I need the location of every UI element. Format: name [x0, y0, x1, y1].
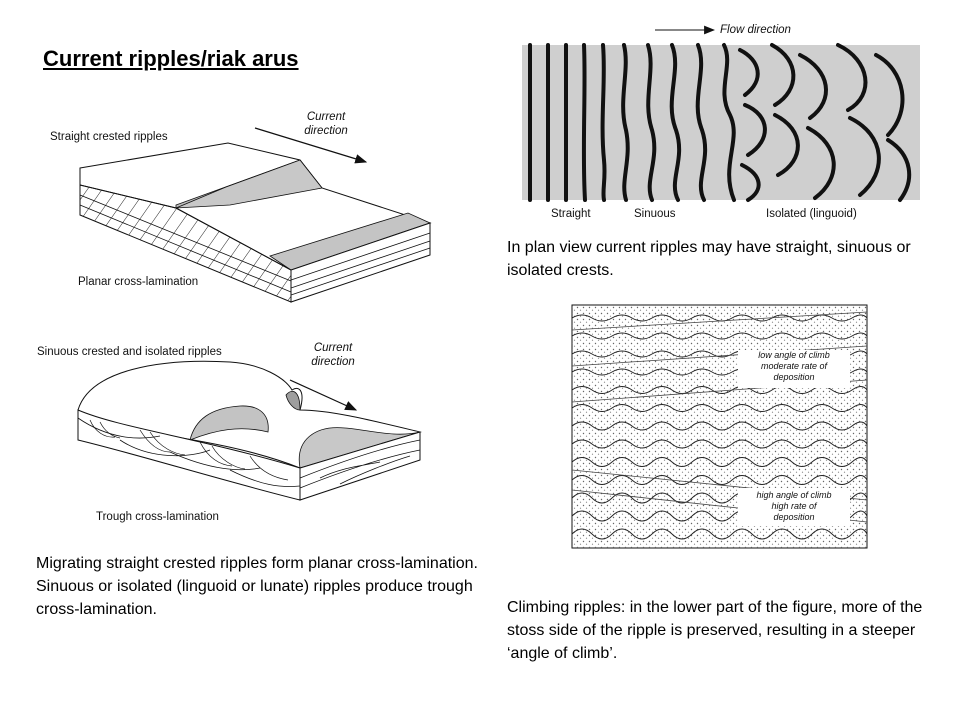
climb-label-high: high angle of climb high rate of deposition — [756, 490, 832, 522]
fig2-top-label: Sinuous crested and isolated ripples — [37, 346, 222, 358]
plan-label-isolated: Isolated (linguoid) — [766, 208, 857, 220]
fig2-bottom-label: Trough cross-lamination — [96, 511, 219, 523]
plan-label-straight: Straight — [551, 208, 591, 220]
climb-label-low: low angle of climb moderate rate of deposition — [758, 350, 830, 382]
plan-view-caption: In plan view current ripples may have straight, sinuous or isolated crests. — [507, 239, 911, 279]
fig2-direction-label: Current direction — [311, 342, 355, 368]
fig1-top-label: Straight crested ripples — [50, 131, 168, 143]
cross-lamination-caption: Migrating straight crested ripples form planar cross-lamination. Sinuous or isolated (linguoid or lunate) ripples produce trough cross-lamination. — [36, 555, 478, 618]
fig1-direction-label: Current direction — [304, 111, 348, 137]
fig1-bottom-label: Planar cross-lamination — [78, 276, 199, 288]
page-title: Current ripples/riak arus — [43, 46, 299, 71]
flow-direction-label: Flow direction — [720, 24, 791, 36]
plan-label-sinuous: Sinuous — [634, 208, 676, 220]
climbing-caption: Climbing ripples: in the lower part of the figure, more of the stoss side of the ripple is preserved, resulting in a steeper ‘angle of climb’. — [507, 599, 923, 662]
